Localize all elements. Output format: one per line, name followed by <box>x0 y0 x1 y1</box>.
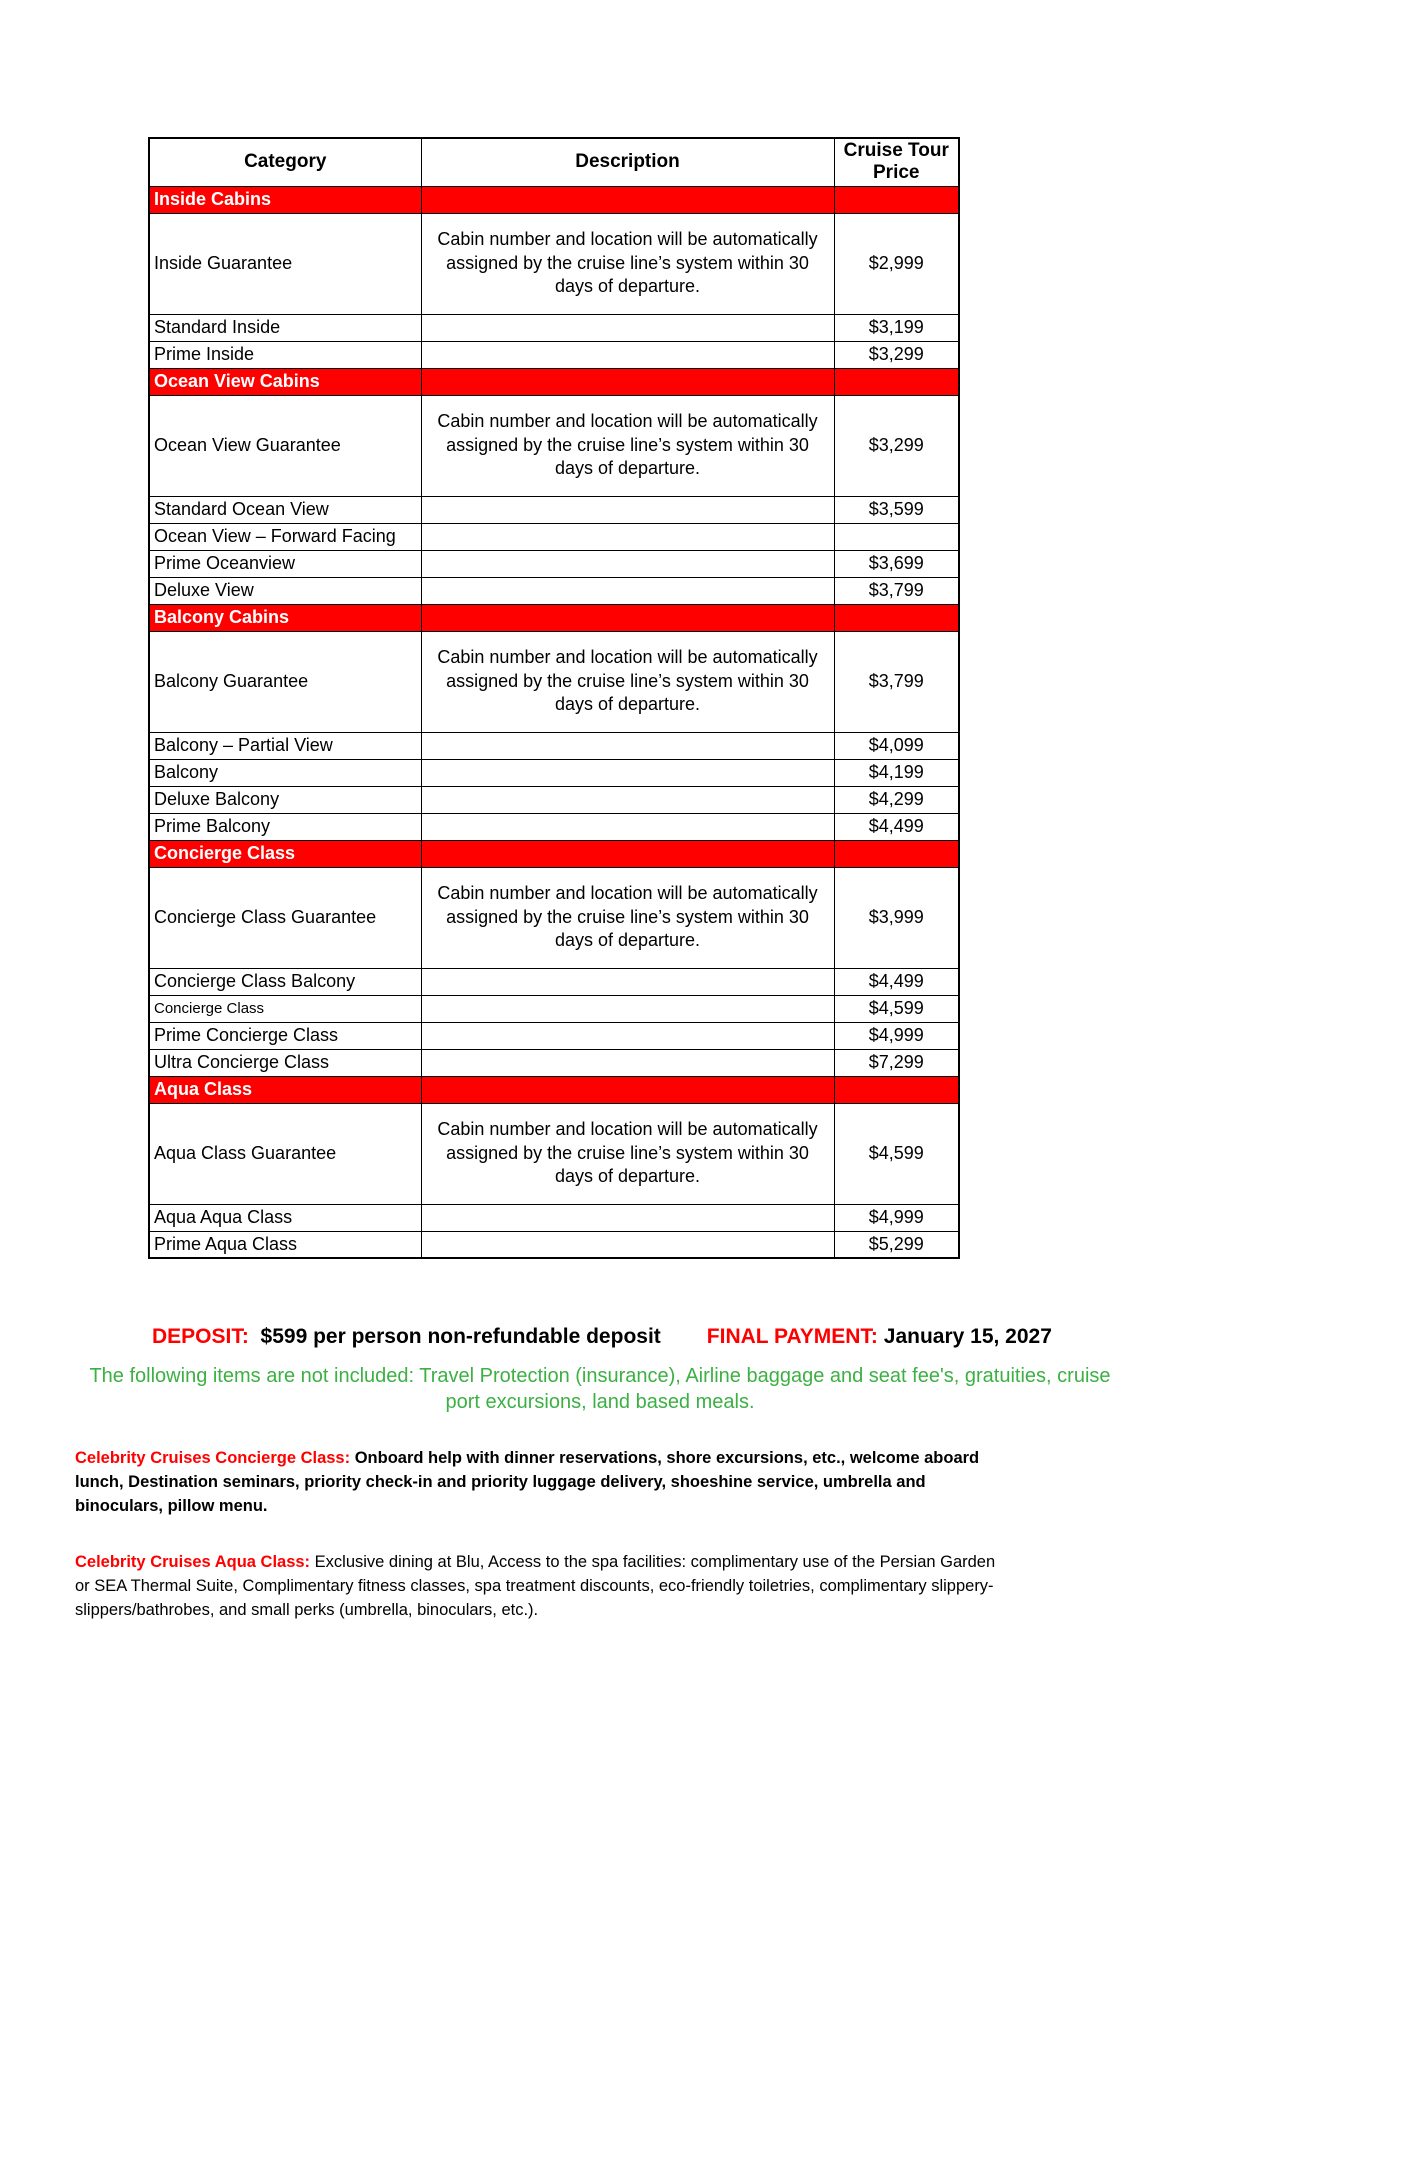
concierge-class-text: Onboard help with dinner reservations, shore excursions, etc., welcome aboard lunch, Destination seminars, priority check-in and priority luggage delivery, shoeshine service, umbrella and binoculars, pillow menu. <box>75 1449 980 1515</box>
section-price-cell <box>834 604 959 631</box>
description-cell <box>421 813 834 840</box>
deposit-line <box>152 1325 1428 1349</box>
price-cell: $4,199 <box>834 759 959 786</box>
section-desc-cell <box>421 604 834 631</box>
document-page <box>0 137 1428 2165</box>
table-row <box>149 1022 959 1049</box>
description-cell <box>421 732 834 759</box>
table-row <box>149 577 959 604</box>
final-payment-text: January 15, 2027 <box>883 1325 1052 1348</box>
price-cell: $3,599 <box>834 496 959 523</box>
price-cell: $2,999 <box>834 213 959 314</box>
category-cell: Aqua Class Guarantee <box>149 1103 421 1204</box>
description-cell <box>421 759 834 786</box>
price-cell: $4,999 <box>834 1022 959 1049</box>
section-desc-cell <box>421 186 834 213</box>
section-desc-cell <box>421 1076 834 1103</box>
table-row <box>149 1103 959 1204</box>
description-cell <box>421 577 834 604</box>
final-payment-label: FINAL PAYMENT: <box>706 1325 878 1348</box>
table-row <box>149 550 959 577</box>
table-row <box>149 732 959 759</box>
category-cell: Standard Inside <box>149 314 421 341</box>
concierge-class-paragraph <box>75 1447 1005 1519</box>
section-price-cell <box>834 368 959 395</box>
table-row <box>149 813 959 840</box>
category-cell: Prime Inside <box>149 341 421 368</box>
section-label: Inside Cabins <box>149 186 421 213</box>
description-cell <box>421 995 834 1022</box>
category-cell: Deluxe View <box>149 577 421 604</box>
table-row <box>149 1204 959 1231</box>
price-cell: $4,599 <box>834 1103 959 1204</box>
aqua-class-paragraph <box>75 1551 1005 1623</box>
price-cell: $4,999 <box>834 1204 959 1231</box>
table-row <box>149 395 959 496</box>
price-cell: $3,299 <box>834 341 959 368</box>
section-label: Ocean View Cabins <box>149 368 421 395</box>
section-row <box>149 1076 959 1103</box>
table-row <box>149 968 959 995</box>
table-row <box>149 786 959 813</box>
price-cell: $4,099 <box>834 732 959 759</box>
category-cell: Aqua Aqua Class <box>149 1204 421 1231</box>
deposit-text: $599 per person non-refundable deposit <box>260 1325 661 1348</box>
table-row <box>149 631 959 732</box>
header-description: Description <box>421 138 834 186</box>
price-cell: $3,699 <box>834 550 959 577</box>
table-row <box>149 213 959 314</box>
price-table-body <box>149 186 959 1258</box>
section-label: Concierge Class <box>149 840 421 867</box>
category-cell: Ocean View Guarantee <box>149 395 421 496</box>
category-cell: Prime Concierge Class <box>149 1022 421 1049</box>
description-cell: Cabin number and location will be automatically assigned by the cruise line’s system within 30 days of departure. <box>421 395 834 496</box>
aqua-class-text: Exclusive dining at Blu, Access to the spa facilities: complimentary use of the Persian Garden or SEA Thermal Suite, Complimentary fitness classes, spa treatment discounts, eco-friendly toiletries, complimentary slippery-slippers/bathrobes, and small perks (umbrella, binoculars, etc.). <box>75 1552 996 1619</box>
category-cell: Standard Ocean View <box>149 496 421 523</box>
price-cell: $3,199 <box>834 314 959 341</box>
section-row <box>149 368 959 395</box>
price-cell: $4,499 <box>834 813 959 840</box>
table-row <box>149 496 959 523</box>
not-included-note: The following items are not included: Travel Protection (insurance), Airline baggage and seat fee's, gratuities, cruise port excursions, land based meals. <box>89 1365 1111 1413</box>
category-cell: Prime Oceanview <box>149 550 421 577</box>
cruise-price-table <box>148 137 960 1259</box>
category-cell: Deluxe Balcony <box>149 786 421 813</box>
concierge-class-label: Celebrity Cruises Concierge Class: <box>75 1449 351 1467</box>
category-cell: Balcony <box>149 759 421 786</box>
description-cell: Cabin number and location will be automatically assigned by the cruise line’s system within 30 days of departure. <box>421 867 834 968</box>
category-cell: Concierge Class Balcony <box>149 968 421 995</box>
table-row <box>149 867 959 968</box>
section-desc-cell <box>421 368 834 395</box>
price-cell: $4,299 <box>834 786 959 813</box>
section-price-cell <box>834 1076 959 1103</box>
section-row <box>149 604 959 631</box>
description-cell <box>421 786 834 813</box>
description-cell <box>421 1022 834 1049</box>
description-cell <box>421 1204 834 1231</box>
description-cell <box>421 314 834 341</box>
category-cell: Concierge Class Guarantee <box>149 867 421 968</box>
price-cell: $3,799 <box>834 577 959 604</box>
table-row <box>149 314 959 341</box>
description-cell: Cabin number and location will be automatically assigned by the cruise line’s system within 30 days of departure. <box>421 631 834 732</box>
table-row <box>149 523 959 550</box>
price-cell <box>834 523 959 550</box>
section-price-cell <box>834 840 959 867</box>
price-cell: $4,499 <box>834 968 959 995</box>
header-category: Category <box>149 138 421 186</box>
category-cell: Concierge Class <box>149 995 421 1022</box>
price-cell: $3,999 <box>834 867 959 968</box>
table-row <box>149 341 959 368</box>
deposit-label: DEPOSIT: <box>152 1325 249 1348</box>
price-cell: $7,299 <box>834 1049 959 1076</box>
category-cell: Inside Guarantee <box>149 213 421 314</box>
price-cell: $4,599 <box>834 995 959 1022</box>
description-cell <box>421 1049 834 1076</box>
table-row <box>149 1049 959 1076</box>
section-desc-cell <box>421 840 834 867</box>
section-label: Aqua Class <box>149 1076 421 1103</box>
table-header-row <box>149 138 959 186</box>
header-price: Cruise Tour Price <box>834 138 959 186</box>
section-price-cell <box>834 186 959 213</box>
category-cell: Balcony Guarantee <box>149 631 421 732</box>
section-row <box>149 840 959 867</box>
description-cell <box>421 968 834 995</box>
table-row <box>149 759 959 786</box>
category-cell: Prime Balcony <box>149 813 421 840</box>
description-cell: Cabin number and location will be automatically assigned by the cruise line’s system within 30 days of departure. <box>421 1103 834 1204</box>
category-cell: Balcony – Partial View <box>149 732 421 759</box>
description-cell <box>421 523 834 550</box>
price-cell: $5,299 <box>834 1231 959 1258</box>
description-cell <box>421 1231 834 1258</box>
table-row <box>149 995 959 1022</box>
section-label: Balcony Cabins <box>149 604 421 631</box>
description-cell <box>421 496 834 523</box>
price-cell: $3,299 <box>834 395 959 496</box>
description-cell: Cabin number and location will be automatically assigned by the cruise line’s system within 30 days of departure. <box>421 213 834 314</box>
category-cell: Ultra Concierge Class <box>149 1049 421 1076</box>
description-cell <box>421 341 834 368</box>
section-row <box>149 186 959 213</box>
category-cell: Prime Aqua Class <box>149 1231 421 1258</box>
category-cell: Ocean View – Forward Facing <box>149 523 421 550</box>
aqua-class-label: Celebrity Cruises Aqua Class: <box>75 1552 311 1571</box>
table-row <box>149 1231 959 1258</box>
price-cell: $3,799 <box>834 631 959 732</box>
description-cell <box>421 550 834 577</box>
